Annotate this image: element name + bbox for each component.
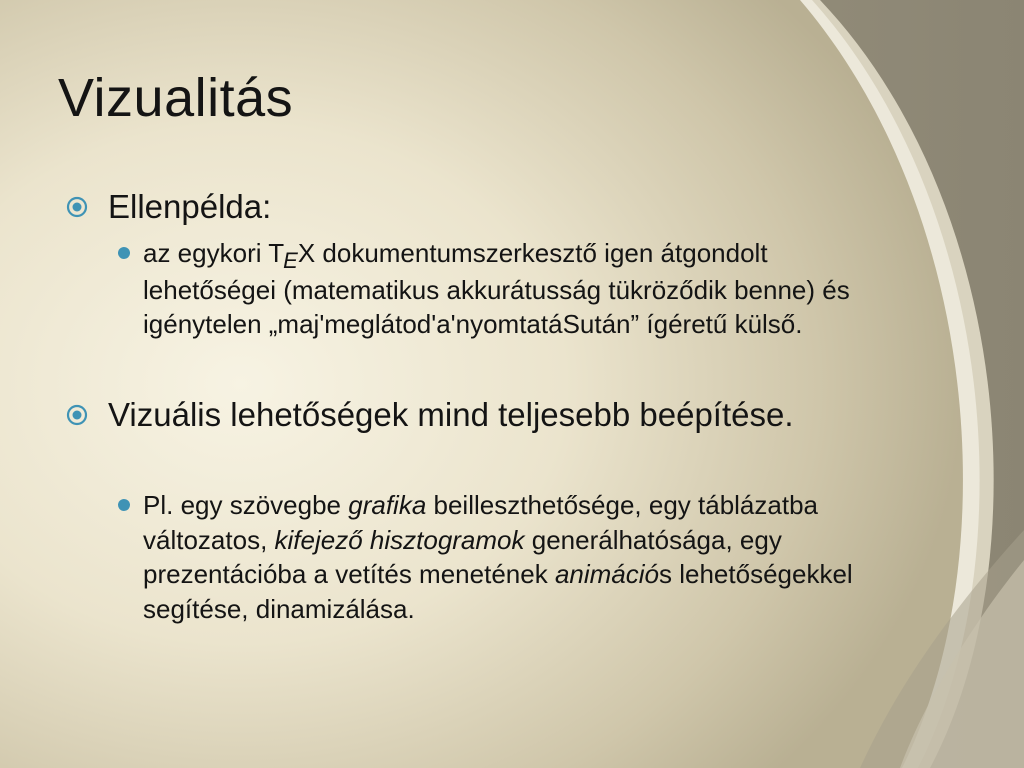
sub-bullet-examples xyxy=(143,488,873,626)
sub-bullet-text-part: beilleszthetősége, egy táblázatba változatos, xyxy=(143,490,818,555)
filled-dot-icon xyxy=(118,247,130,259)
sub-bullet-tex xyxy=(143,236,863,342)
sub-bullet-text-part: az egykori T xyxy=(143,238,285,268)
bullet-label: Vizuális lehetőségek mind teljesebb beépítése. xyxy=(108,396,794,433)
bullet-label: Ellenpélda: xyxy=(108,188,272,225)
emphasis-hisztogramok: kifejező hisztogramok xyxy=(274,524,525,555)
filled-dot-icon xyxy=(118,499,130,511)
sub-bullet-text-part: X dokumentumszerkesztő igen átgondolt lehetőségei (matematikus akkurátusság tükröződik benne) és igénytelen „maj'meglátod'a'nyomtatáSután” ígéretű külső. xyxy=(143,238,850,339)
bullet-item-vizualis xyxy=(108,394,808,436)
circled-dot-icon xyxy=(66,404,88,426)
circled-dot-icon xyxy=(66,196,88,218)
sub-bullet-text-part: Pl. egy szövegbe xyxy=(143,490,349,520)
emphasis-grafika: grafika xyxy=(348,490,427,520)
tex-subscript-e: E xyxy=(283,248,298,273)
bullet-item-ellenpelda xyxy=(108,186,271,228)
sub-bullet-text-part: generálhatósága, egy prezentációba a vetítés menetének xyxy=(143,524,782,589)
emphasis-animacio: animáció xyxy=(554,559,659,589)
sub-bullet-text-part: s lehetőségekkel segítése, dinamizálása. xyxy=(143,559,853,624)
slide-title: Vizualitás xyxy=(58,68,294,128)
